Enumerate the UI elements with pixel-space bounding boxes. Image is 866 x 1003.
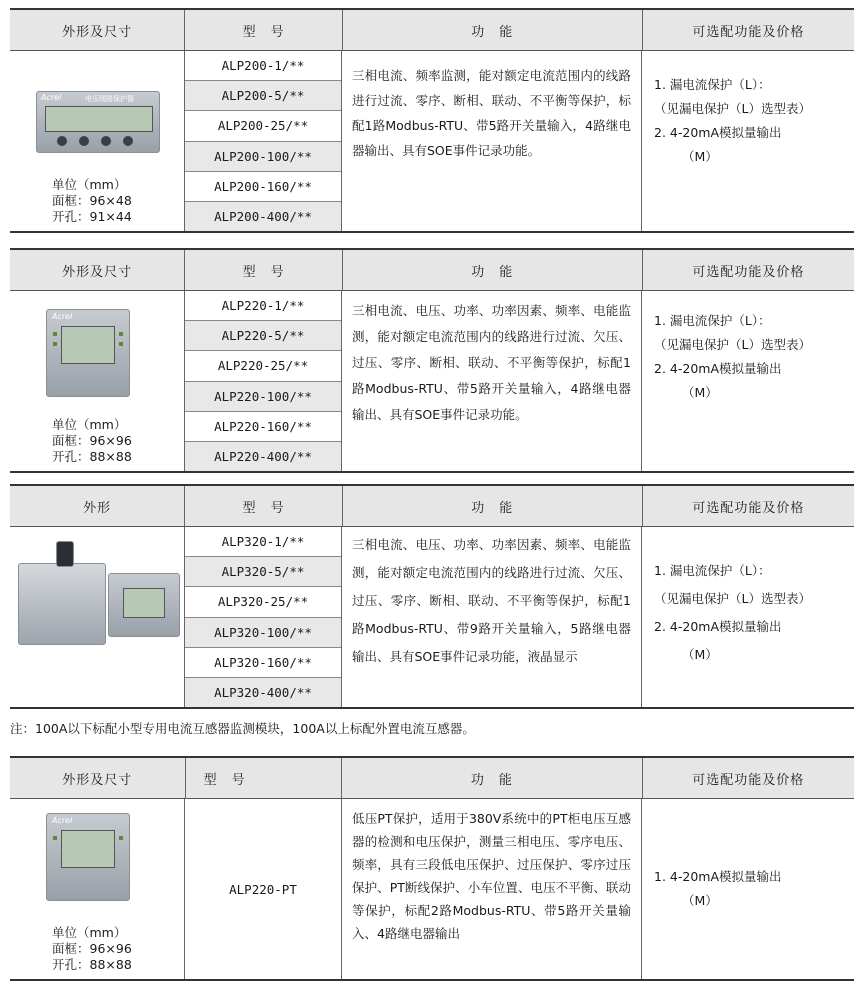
unit-label: 单位（mm） xyxy=(52,925,127,940)
device-image xyxy=(36,91,160,153)
shape-cell xyxy=(10,291,185,471)
frame-size: 面框：96×96 xyxy=(52,433,132,448)
option-line: （M） xyxy=(682,647,718,662)
header-function: 功 能 xyxy=(343,250,643,290)
table-header xyxy=(10,10,854,51)
header-shape: 外形及尺寸 xyxy=(10,10,185,50)
header-function: 功 能 xyxy=(343,486,643,526)
option-line: 1. 漏电流保护（L）： xyxy=(654,313,771,328)
option-line: （M） xyxy=(682,385,718,400)
unit-label: 单位（mm） xyxy=(52,417,127,432)
model-item: ALP200-1/** xyxy=(185,51,341,81)
options-list xyxy=(642,51,854,231)
device-led xyxy=(53,836,57,840)
device-led xyxy=(119,836,123,840)
model-item: ALP220-1/** xyxy=(185,291,341,321)
header-model: 型 号 xyxy=(185,250,342,290)
option-line: 1. 漏电流保护（L）： xyxy=(654,563,771,578)
header-shape: 外形及尺寸 xyxy=(10,250,185,290)
model-item: ALP200-25/** xyxy=(185,111,341,141)
table-header xyxy=(10,486,854,527)
options-list xyxy=(642,799,854,979)
dimensions xyxy=(52,177,132,225)
option-line: （见漏电保护（L）选型表） xyxy=(654,101,811,116)
model-item: ALP220-100/** xyxy=(185,382,341,412)
shape-cell xyxy=(10,51,185,231)
shape-cell xyxy=(10,799,185,979)
header-model: 型 号 xyxy=(186,758,343,798)
device-image xyxy=(46,813,130,901)
model-item: ALP220-PT xyxy=(229,881,297,897)
model-cell xyxy=(185,799,342,979)
header-shape: 外形 xyxy=(10,486,185,526)
device-title: 电压线路保护器 xyxy=(85,95,134,103)
function-text: 三相电流、电压、功率、功率因素、频率、电能监测，能对额定电流范围内的线路进行过流、欠压、过压、零序、断相、联动、不平衡等保护，标配1路Modbus-RTU、带5路开关量输入，4路继电器输出、具有SOE事件记录功能。 xyxy=(342,291,642,471)
header-model: 型 号 xyxy=(185,10,342,50)
device-button xyxy=(101,136,111,146)
option-line: 1. 4-20mA模拟量输出 xyxy=(654,869,782,884)
device-button xyxy=(123,136,133,146)
options-list xyxy=(642,527,854,707)
model-item: ALP220-5/** xyxy=(185,321,341,351)
header-options: 可选配功能及价格 xyxy=(692,264,805,280)
hole-size: 开孔：88×88 xyxy=(52,449,132,464)
brand-logo: Acrel xyxy=(52,312,73,321)
model-item: ALP320-5/** xyxy=(185,557,341,587)
header-shape: 外形及尺寸 xyxy=(10,758,186,798)
header-model: 型 号 xyxy=(185,486,342,526)
header-options: 可选配功能及价格 xyxy=(692,24,805,40)
model-item: ALP320-1/** xyxy=(185,527,341,557)
model-list xyxy=(185,291,342,471)
model-item: ALP200-100/** xyxy=(185,142,341,172)
device-module xyxy=(18,563,106,645)
header-options: 可选配功能及价格 xyxy=(692,772,805,788)
hole-size: 开孔：91×44 xyxy=(52,209,132,224)
model-list xyxy=(185,527,342,707)
function-text: 低压PT保护，适用于380V系统中的PT柜电压互感器的检测和电压保护，测量三相电压、零序电压、频率，具有三段低电压保护、过压保护、零序过压保护、PT断线保护、小车位置、电压不平衡、联动等保护，标配2路Modbus-RTU、带5路开关量输入、4路继电器输出 xyxy=(342,799,642,979)
model-item: ALP220-400/** xyxy=(185,442,341,471)
device-image xyxy=(46,309,130,397)
dimensions xyxy=(52,417,132,465)
brand-logo: Acrel xyxy=(41,93,62,102)
device-screen xyxy=(61,326,115,364)
header-options: 可选配功能及价格 xyxy=(692,500,805,516)
model-list xyxy=(185,51,342,231)
device-button xyxy=(79,136,89,146)
shape-cell xyxy=(10,527,185,707)
option-line: 2. 4-20mA模拟量输出 xyxy=(654,125,782,140)
model-item: ALP320-400/** xyxy=(185,678,341,707)
device-led xyxy=(53,342,57,346)
function-text: 三相电流、电压、功率、功率因素、频率、电能监测，能对额定电流范围内的线路进行过流、欠压、过压、零序、断相、联动、不平衡等保护，标配1路Modbus-RTU、带9路开关量输入，5路继电器输出、具有SOE事件记录功能，液晶显示 xyxy=(342,527,642,707)
option-line: 1. 漏电流保护（L）： xyxy=(654,77,771,92)
model-item: ALP200-5/** xyxy=(185,81,341,111)
frame-size: 面框：96×96 xyxy=(52,941,132,956)
table-header xyxy=(10,758,854,799)
device-led xyxy=(119,332,123,336)
device-screen xyxy=(45,106,153,132)
function-text: 三相电流、频率监测，能对额定电流范围内的线路进行过流、零序、断相、联动、不平衡等保护，标配1路Modbus-RTU、带5路开关量输入，4路继电器输出、具有SOE事件记录功能。 xyxy=(342,51,642,231)
model-item: ALP220-25/** xyxy=(185,351,341,381)
header-function: 功 能 xyxy=(343,10,643,50)
option-line: （见漏电保护（L）选型表） xyxy=(654,591,811,606)
model-item: ALP320-25/** xyxy=(185,587,341,617)
unit-label: 单位（mm） xyxy=(52,177,127,192)
option-line: （M） xyxy=(682,149,718,164)
table-alp320 xyxy=(10,484,854,709)
header-function: 功 能 xyxy=(342,758,642,798)
table-alp200 xyxy=(10,8,854,233)
brand-logo: Acrel xyxy=(52,816,73,825)
option-line: （M） xyxy=(682,893,718,908)
device-screen xyxy=(61,830,115,868)
model-item: ALP200-400/** xyxy=(185,202,341,231)
model-item: ALP200-160/** xyxy=(185,172,341,202)
option-line: 2. 4-20mA模拟量输出 xyxy=(654,361,782,376)
frame-size: 面框：96×48 xyxy=(52,193,132,208)
table-alp220 xyxy=(10,248,854,473)
hole-size: 开孔：88×88 xyxy=(52,957,132,972)
table-header xyxy=(10,250,854,291)
option-line: 2. 4-20mA模拟量输出 xyxy=(654,619,782,634)
model-item: ALP220-160/** xyxy=(185,412,341,442)
device-button xyxy=(57,136,67,146)
model-item: ALP320-100/** xyxy=(185,618,341,648)
device-sensor xyxy=(56,541,74,567)
option-line: （见漏电保护（L）选型表） xyxy=(654,337,811,352)
options-list xyxy=(642,291,854,471)
device-led xyxy=(53,332,57,336)
table-alp220-pt xyxy=(10,756,854,981)
model-item: ALP320-160/** xyxy=(185,648,341,678)
footnote: 注：100A以下标配小型专用电流互感器监测模块，100A以上标配外置电流互感器。 xyxy=(10,721,475,736)
device-led xyxy=(119,342,123,346)
device-screen xyxy=(123,588,165,618)
dimensions xyxy=(52,925,132,973)
device-display xyxy=(108,573,180,637)
